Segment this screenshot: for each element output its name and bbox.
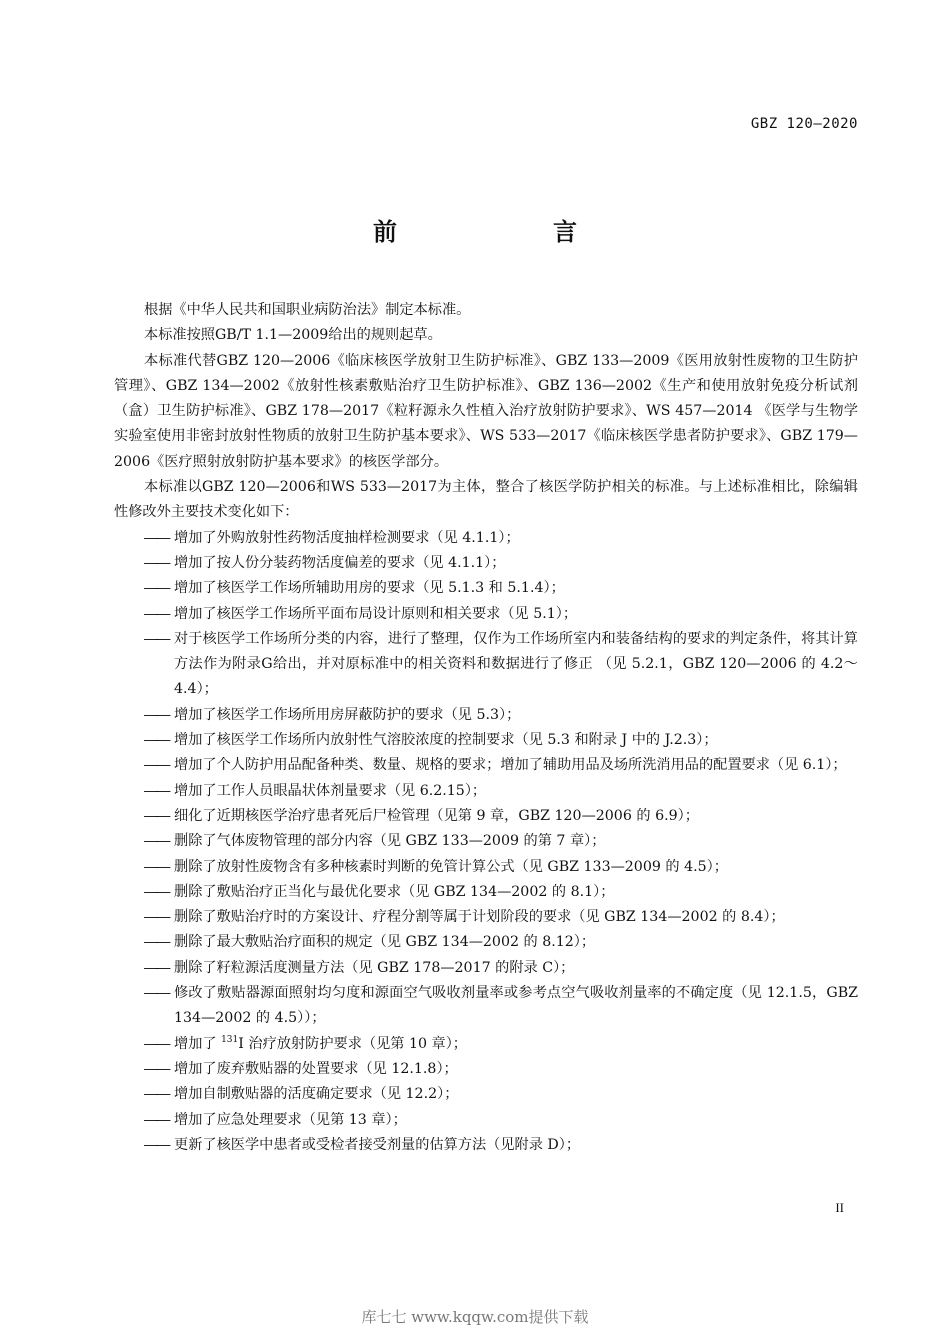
list-item-text: 删除了敷贴治疗时的方案设计、疗程分割等属于计划阶段的要求（见 GBZ 134—2002 的 8.4）； <box>174 909 785 926</box>
dash-marker: —— <box>144 909 169 926</box>
list-item-text: 增加了应急处理要求（见第 13 章）； <box>174 1111 407 1128</box>
list-item-text: 增加了按人份分装药物活度偏差的要求（见 4.1.1）； <box>174 554 506 571</box>
standard-code: GBZ 120—2020 <box>750 116 858 132</box>
dash-marker: —— <box>144 757 169 774</box>
list-item-text: 增加了核医学工作场所平面布局设计原则和相关要求（见 5.1）； <box>174 605 578 622</box>
list-item-text: 增加了个人防护用品配备种类、数量、规格的要求；增加了辅助用品及场所洗消用品的配置要求（见 6.1）； <box>174 757 847 774</box>
list-item-text: 增加了 <box>174 1035 222 1052</box>
document-body <box>114 298 858 1158</box>
dash-marker: —— <box>144 706 169 723</box>
dash-marker: —— <box>144 605 169 622</box>
list-item <box>114 627 858 703</box>
dash-marker: —— <box>144 934 169 951</box>
paragraph: 根据《中华人民共和国职业病防治法》制定本标准。 <box>144 302 471 318</box>
dash-marker: —— <box>144 883 169 900</box>
list-item <box>114 1057 858 1082</box>
paragraph: 本标准代替GBZ 120—2006《临床核医学放射卫生防护标准》、GBZ 133—2009《医用放射性废物的卫生防护管理》、GBZ 134—2002《放射性核素敷贴治疗卫生防护标准》、GBZ 136—2002《生产和使用放射免疫分析试剂（盒）卫生防护标准》、GBZ 178—2017《粒籽源永久性植入治疗放射防护要求》、WS 457—2014 《医学与生物学实验室使用非密封放射性物质的放射卫生防护基本要求》、WS 533—2017《临床核医学患者防护要求》、GBZ 179—2006《医疗照射放射防护基本要求》的核医学部分。 <box>114 352 858 470</box>
list-item <box>114 576 858 601</box>
list-item <box>114 753 858 778</box>
dash-marker: —— <box>144 782 169 799</box>
list-item-text: 更新了核医学中患者或受检者接受剂量的估算方法（见附录 D）； <box>174 1136 581 1153</box>
dash-marker: —— <box>144 858 169 875</box>
list-item-text: 对于核医学工作场所分类的内容，进行了整理，仅作为工作场所室内和装备结构的要求的判定条件，将其计算方法作为附录G给出，并对原标准中的相关资料和数据进行了修正 （见 5.2.1，GBZ 120—2006 的 4.2～4.4）； <box>174 630 858 698</box>
list-item <box>114 855 858 880</box>
list-item <box>114 829 858 854</box>
list-item <box>114 728 858 753</box>
dash-marker: —— <box>144 985 169 1002</box>
dash-marker: —— <box>144 1035 169 1052</box>
page-title: 前 言 <box>373 218 613 246</box>
list-item-text: 增加了核医学工作场所辅助用房的要求（见 5.1.3 和 5.1.4）； <box>174 580 565 597</box>
list-item-text: 删除了最大敷贴治疗面积的规定（见 GBZ 134—2002 的 8.12）； <box>174 934 596 951</box>
paragraph: 本标准以GBZ 120—2006和WS 533—2017为主体，整合了核医学防护相关的标准。与上述标准相比，除编辑性修改外主要技术变化如下： <box>114 479 858 521</box>
list-item-text: I 治疗放射防护要求（见第 10 章）； <box>238 1035 467 1052</box>
list-item-text: 增加了工作人员眼晶状体剂量要求（见 6.2.15）； <box>174 782 487 799</box>
list-item-text: 增加了废弃敷贴器的处置要求（见 12.1.8）； <box>174 1060 458 1077</box>
dash-marker: —— <box>144 732 169 749</box>
paragraph: 本标准按照GB/T 1.1—2009给出的规则起草。 <box>144 327 442 344</box>
list-item-text: 修改了敷贴器源面照射均匀度和源面空气吸收剂量率或参考点空气吸收剂量率的不确定度（见 12.1.5，GBZ 134—2002 的 4.5））； <box>174 985 858 1027</box>
change-list <box>114 526 858 1158</box>
dash-marker: —— <box>144 1086 169 1103</box>
list-item-text: 删除了气体废物管理的部分内容（见 GBZ 133—2009 的第 7 章）； <box>174 833 606 850</box>
list-item <box>114 526 858 551</box>
list-item <box>114 956 858 981</box>
dash-marker: —— <box>144 1111 169 1128</box>
list-item-text: 增加了核医学工作场所内放射性气溶胶浓度的控制要求（见 5.3 和附录 J 中的 J.2.3）； <box>174 732 718 749</box>
list-item <box>114 880 858 905</box>
list-item-text: 删除了籽粒源活度测量方法（见 GBZ 178—2017 的附录 C）； <box>174 959 575 976</box>
list-item-text: 删除了放射性废物含有多种核素时判断的免管计算公式（见 GBZ 133—2009 的 4.5）； <box>174 858 728 875</box>
dash-marker: —— <box>144 554 169 571</box>
list-item <box>114 551 858 576</box>
list-item <box>114 1133 858 1158</box>
list-item <box>114 1082 858 1107</box>
list-item-text: 增加了外购放射性药物活度抽样检测要求（见 4.1.1）； <box>174 529 520 546</box>
list-item-text: 增加了核医学工作场所用房屏蔽防护的要求（见 5.3）； <box>174 706 521 723</box>
dash-marker: —— <box>144 1136 169 1153</box>
dash-marker: —— <box>144 807 169 824</box>
list-item-text: 删除了敷贴治疗正当化与最优化要求（见 GBZ 134—2002 的 8.1）； <box>174 883 615 900</box>
dash-marker: —— <box>144 959 169 976</box>
dash-marker: —— <box>144 580 169 597</box>
list-item-text: 细化了近期核医学治疗患者死后尸检管理（见第 9 章，GBZ 120—2006 的 6.9）； <box>174 807 699 824</box>
dash-marker: —— <box>144 630 169 647</box>
dash-marker: —— <box>144 833 169 850</box>
dash-marker: —— <box>144 529 169 546</box>
isotope-mass-number: 131 <box>221 1034 239 1045</box>
list-item <box>114 703 858 728</box>
list-item <box>114 779 858 804</box>
list-item <box>114 905 858 930</box>
dash-marker: —— <box>144 1060 169 1077</box>
page-number: II <box>835 1200 844 1215</box>
list-item <box>114 804 858 829</box>
list-item <box>114 1108 858 1133</box>
list-item <box>114 1032 858 1057</box>
list-item-text: 增加自制敷贴器的活度确定要求（见 12.2）； <box>174 1086 459 1103</box>
list-item <box>114 981 858 1032</box>
download-watermark: 库七七 www.kqqw.com提供下载 <box>361 1308 589 1326</box>
list-item <box>114 602 858 627</box>
list-item <box>114 930 858 955</box>
